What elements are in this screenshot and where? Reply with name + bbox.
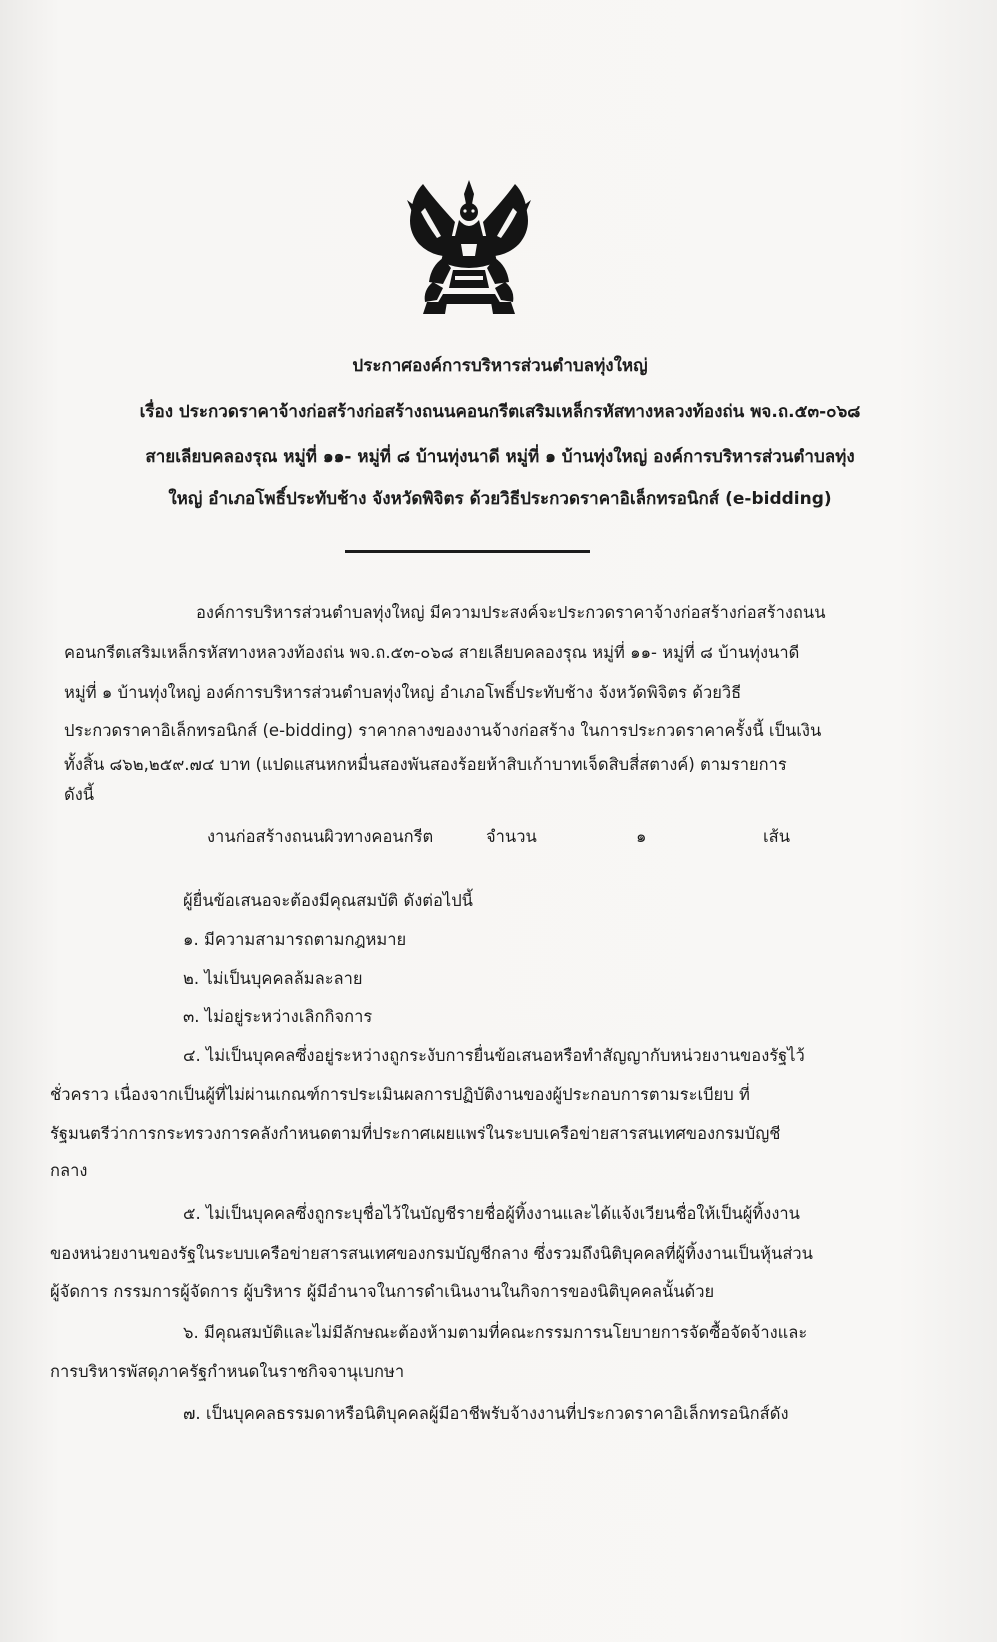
qualification-item: ๒. ไม่เป็นบุคคลล้มละลาย — [183, 969, 363, 988]
qualifications-heading: ผู้ยื่นข้อเสนอจะต้องมีคุณสมบัติ ดังต่อไปนี้ — [183, 891, 473, 910]
qualification-item: ชั่วคราว เนื่องจากเป็นผู้ที่ไม่ผ่านเกณฑ์การประเมินผลการปฏิบัติงานของผู้ประกอบการตามระเบียบ ที่ — [50, 1085, 750, 1104]
work-item-qty-label: จำนวน — [486, 827, 537, 846]
work-item-qty: ๑ — [636, 827, 647, 846]
divider-line — [345, 550, 590, 553]
intro-line: ดังนี้ — [64, 785, 95, 804]
intro-line: ทั้งสิ้น ๘๖๒,๒๕๙.๗๔ บาท (แปดแสนหกหมื่นสองพันสองร้อยห้าสิบเก้าบาทเจ็ดสิบสี่สตางค์) ตามรายการ — [64, 755, 787, 774]
subject-line-3: ใหญ่ อำเภอโพธิ์ประทับช้าง จังหวัดพิจิตร ด้วยวิธีประกวดราคาอิเล็กทรอนิกส์ (e-bidding) — [168, 489, 832, 509]
work-item-name: งานก่อสร้างถนนผิวทางคอนกรีต — [207, 827, 434, 846]
qualification-item: ๖. มีคุณสมบัติและไม่มีลักษณะต้องห้ามตามที่คณะกรรมการนโยบายการจัดซื้อจัดจ้างและ — [183, 1323, 808, 1342]
intro-line: หมู่ที่ ๑ บ้านทุ่งใหญ่ องค์การบริหารส่วนตำบลทุ่งใหญ่ อำเภอโพธิ์ประทับช้าง จังหวัดพิจิตร ด้วยวิธี — [64, 683, 742, 702]
qualification-item: ๓. ไม่อยู่ระหว่างเลิกกิจการ — [183, 1007, 373, 1026]
intro-line: คอนกรีตเสริมเหล็กรหัสทางหลวงท้องถ่น พจ.ถ.๕๓-๐๖๘ สายเลียบคลองรุณ หมู่ที่ ๑๑- หมู่ที่ ๘ บ้านทุ่งนาดี — [64, 643, 800, 662]
qualification-item: ผู้จัดการ กรรมการผู้จัดการ ผู้บริหาร ผู้มีอำนาจในการดำเนินงานในกิจการของนิติบุคคลนั้นด้วย — [50, 1282, 715, 1301]
qualification-item: กลาง — [50, 1161, 88, 1180]
qualification-item: ๔. ไม่เป็นบุคคลซึ่งอยู่ระหว่างถูกระงับการยื่นข้อเสนอหรือทำสัญญากับหน่วยงานของรัฐไว้ — [183, 1046, 805, 1065]
qualification-item: การบริหารพัสดุภาครัฐกำหนดในราชกิจจานุเบกษา — [50, 1362, 405, 1381]
garuda-emblem — [403, 178, 535, 316]
qualification-item: ๕. ไม่เป็นบุคคลซึ่งถูกระบุชื่อไว้ในบัญชีรายชื่อผู้ทิ้งงานและได้แจ้งเวียนชื่อให้เป็นผู้ทิ้งงาน — [183, 1204, 800, 1223]
qualification-item: ๑. มีความสามารถตามกฎหมาย — [183, 930, 407, 949]
work-item-unit: เส้น — [763, 827, 790, 846]
intro-line: องค์การบริหารส่วนตำบลทุ่งใหญ่ มีความประสงค์จะประกวดราคาจ้างก่อสร้างก่อสร้างถนน — [196, 603, 826, 622]
qualification-item: รัฐมนตรีว่าการกระทรวงการคลังกำหนดตามที่ประกาศเผยแพร่ในระบบเครือข่ายสารสนเทศของกรมบัญชี — [50, 1124, 781, 1143]
qualification-item: ของหน่วยงานของรัฐในระบบเครือข่ายสารสนเทศของกรมบัญชีกลาง ซึ่งรวมถึงนิติบุคคลที่ผู้ทิ้งงานเป็นหุ้นส่วน — [50, 1244, 813, 1263]
intro-line: ประกวดราคาอิเล็กทรอนิกส์ (e-bidding) ราคากลางของงานจ้างก่อสร้าง ในการประกวดราคาครั้งนี้ เป็นเงิน — [64, 721, 822, 740]
qualification-item: ๗. เป็นบุคคลธรรมดาหรือนิติบุคคลผู้มีอาชีพรับจ้างงานที่ประกวดราคาอิเล็กทรอนิกส์ดัง — [183, 1404, 789, 1423]
announcement-title: ประกาศองค์การบริหารส่วนตำบลทุ่งใหญ่ — [352, 356, 648, 376]
subject-line-1: เรื่อง ประกวดราคาจ้างก่อสร้างก่อสร้างถนนคอนกรีตเสริมเหล็กรหัสทางหลวงท้องถ่น พจ.ถ.๕๓-๐๖๘ — [139, 402, 861, 422]
subject-line-2: สายเลียบคลองรุณ หมู่ที่ ๑๑- หมู่ที่ ๘ บ้านทุ่งนาดี หมู่ที่ ๑ บ้านทุ่งใหญ่ องค์การบริหารส่วนตำบลทุ่ง — [145, 447, 855, 467]
